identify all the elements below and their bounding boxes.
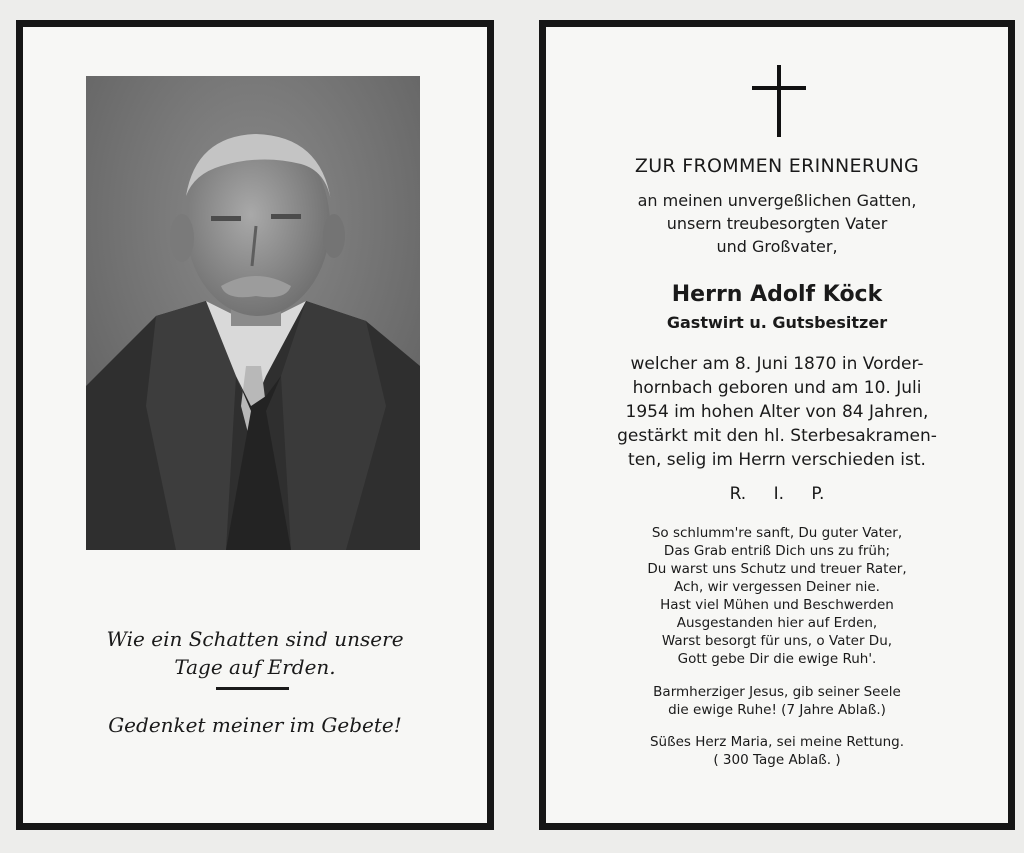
- poem-line: So schlumm're sanft, Du guter Vater,: [651, 525, 903, 541]
- cross-icon: [752, 65, 806, 137]
- intro-line: an meinen unvergeßlichen Gatten,: [637, 191, 917, 210]
- memorial-card-right: [539, 20, 1015, 830]
- bio-line: ten, selig im Herrn verschieden ist.: [628, 450, 926, 470]
- poem-line: Ach, wir vergessen Deiner nie.: [674, 579, 880, 595]
- poem-line: Du warst uns Schutz und treuer Rater,: [647, 561, 907, 577]
- verse-line: Tage auf Erden.: [174, 655, 336, 679]
- intro-line: unsern treubesorgten Vater: [666, 214, 888, 233]
- poem-text: [546, 524, 1008, 668]
- bio-line: gestärkt mit den hl. Sterbesakramen-: [617, 426, 937, 446]
- bio-line: welcher am 8. Juni 1870 in Vorder-: [630, 354, 924, 374]
- biography-text: [546, 352, 1008, 472]
- portrait-photo: [86, 76, 420, 550]
- prayer-line: die ewige Ruhe! (7 Jahre Ablaß.): [668, 702, 886, 718]
- card-heading: ZUR FROMMEN ERINNERUNG: [634, 155, 920, 177]
- poem-line: Warst besorgt für uns, o Vater Du,: [661, 633, 893, 649]
- rip-text: R. I. P.: [729, 484, 825, 504]
- divider-line: [216, 687, 289, 690]
- intro-text: [546, 189, 1008, 258]
- prayer-request: Gedenket meiner im Gebete!: [108, 713, 402, 737]
- prayer-line: Süßes Herz Maria, sei meine Rettung.: [649, 734, 905, 750]
- prayer-line: ( 300 Tage Ablaß. ): [713, 752, 841, 768]
- verse-text: [23, 625, 487, 681]
- portrait-illustration: [86, 76, 420, 550]
- poem-line: Hast viel Mühen und Beschwerden: [660, 597, 894, 613]
- deceased-occupation: Gastwirt u. Gutsbesitzer: [666, 313, 888, 332]
- prayer-maria: [546, 733, 1008, 769]
- prayer-jesus: [546, 683, 1008, 719]
- bio-line: hornbach geboren und am 10. Juli: [632, 378, 922, 398]
- poem-line: Ausgestanden hier auf Erden,: [676, 615, 878, 631]
- verse-line: Wie ein Schatten sind unsere: [106, 627, 404, 651]
- prayer-line: Barmherziger Jesus, gib seiner Seele: [653, 684, 901, 700]
- deceased-name: Herrn Adolf Köck: [671, 282, 883, 307]
- intro-line: und Großvater,: [716, 237, 838, 256]
- bio-line: 1954 im hohen Alter von 84 Jahren,: [625, 402, 929, 422]
- memorial-card-left: [16, 20, 494, 830]
- poem-line: Das Grab entriß Dich uns zu früh;: [663, 543, 891, 559]
- poem-line: Gott gebe Dir die ewige Ruh'.: [677, 651, 877, 667]
